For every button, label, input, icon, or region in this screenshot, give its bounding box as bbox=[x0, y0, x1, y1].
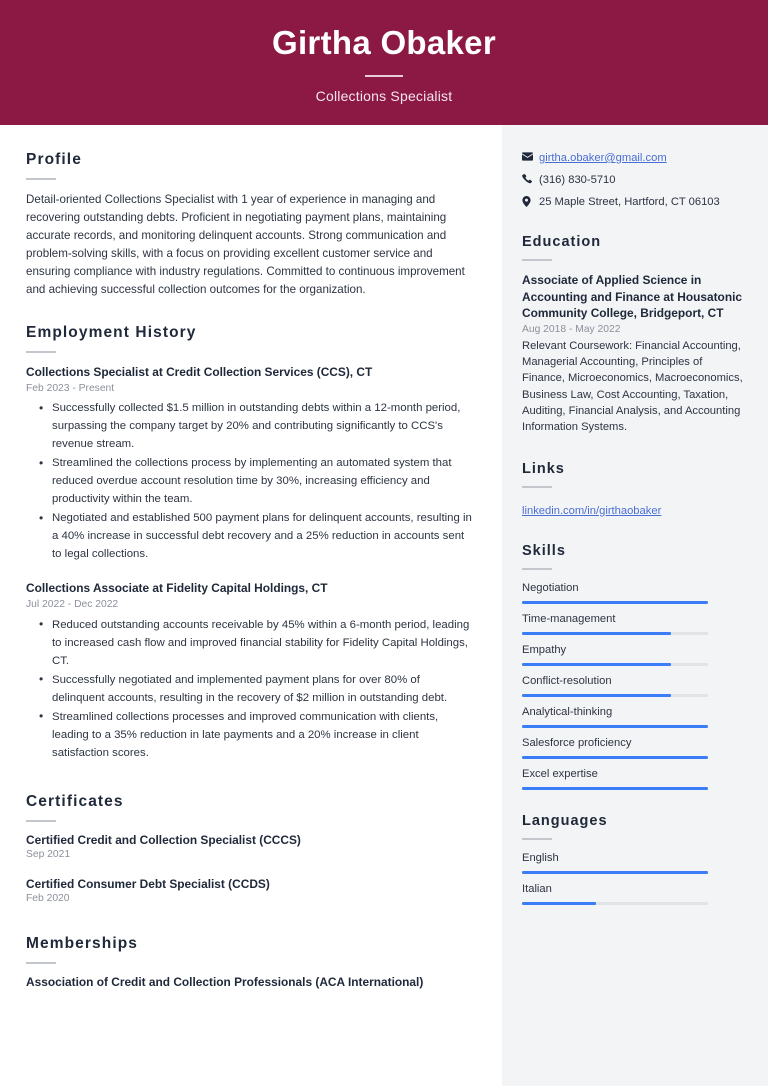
link-row bbox=[522, 501, 746, 519]
phone-icon bbox=[522, 173, 539, 184]
certificates-heading: Certificates bbox=[26, 792, 124, 810]
certificate-title: Certified Consumer Debt Specialist (CCDS) bbox=[26, 876, 270, 891]
skill-label: Negotiation bbox=[522, 581, 579, 594]
skill-bar-track bbox=[522, 694, 708, 697]
job-bullets bbox=[26, 399, 472, 563]
list-item: • Streamlined collections processes and improved communication with clients, leading to a 35% reduction in late payments and a 20% increase in client satisfaction scores. bbox=[52, 708, 472, 762]
skill-bar-fill bbox=[522, 725, 708, 728]
job-title: Collections Associate at Fidelity Capital Holdings, CT bbox=[26, 581, 328, 596]
employment-entry bbox=[26, 364, 472, 563]
list-item: • Successfully negotiated and implemented payment plans for over 80% of delinquent accounts, resulting in the recovery of $2 million in outstanding debt. bbox=[52, 671, 472, 707]
heading-rule bbox=[522, 838, 552, 840]
language-bar-fill bbox=[522, 871, 708, 874]
certificate-date: Sep 2021 bbox=[26, 848, 71, 860]
page-title: Girtha Obaker bbox=[272, 24, 496, 62]
skill-bar-fill bbox=[522, 632, 671, 635]
resume-body bbox=[0, 125, 768, 1086]
sidebar-column bbox=[502, 125, 768, 1086]
language-label: English bbox=[522, 851, 559, 864]
heading-rule bbox=[26, 820, 56, 822]
skill-item bbox=[522, 643, 746, 666]
skill-item bbox=[522, 705, 746, 728]
heading-rule bbox=[26, 178, 56, 180]
main-column bbox=[0, 125, 502, 1086]
education-heading: Education bbox=[522, 234, 602, 250]
employment-entry bbox=[26, 580, 472, 761]
job-date: Jul 2022 - Dec 2022 bbox=[26, 599, 119, 611]
skills-heading: Skills bbox=[522, 542, 566, 559]
resume-header bbox=[0, 0, 768, 125]
envelope-icon bbox=[522, 151, 539, 161]
skill-label: Analytical-thinking bbox=[522, 705, 613, 718]
contact-block bbox=[522, 151, 746, 210]
education-description: Relevant Coursework: Financial Accounting, Managerial Accounting, Principles of Finance, Microeconomics, Macroeconomics, Business Law, Cost Accounting, Taxation, Auditing, Financial Analysis, and Accounting Information Systems. bbox=[522, 339, 743, 434]
skill-bar-fill bbox=[522, 694, 671, 697]
contact-phone-text: (316) 830-5710 bbox=[539, 174, 616, 186]
employment-heading: Employment History bbox=[26, 323, 197, 341]
skill-label: Empathy bbox=[522, 643, 567, 656]
section-skills bbox=[522, 543, 746, 790]
contact-phone-row bbox=[522, 173, 746, 188]
skill-item bbox=[522, 581, 746, 604]
skill-bar-track bbox=[522, 632, 708, 635]
certificate-entry bbox=[26, 833, 472, 860]
section-languages bbox=[522, 813, 746, 905]
education-date: Aug 2018 - May 2022 bbox=[522, 323, 621, 335]
section-employment-history bbox=[26, 324, 472, 762]
section-certificates bbox=[26, 793, 472, 904]
skill-item bbox=[522, 767, 746, 790]
skill-item bbox=[522, 612, 746, 635]
job-title: Collections Specialist at Credit Collection Services (CCS), CT bbox=[26, 364, 373, 379]
contact-email-row bbox=[522, 151, 746, 166]
list-item: • Streamlined the collections process by implementing an automated system that reduced overdue account resolution time by 30%, increasing efficiency and productivity within the team. bbox=[52, 454, 472, 508]
section-links bbox=[522, 461, 746, 519]
skill-bar-track bbox=[522, 725, 708, 728]
contact-address-row bbox=[522, 195, 746, 210]
languages-heading: Languages bbox=[522, 812, 608, 829]
language-bar-track bbox=[522, 871, 708, 874]
language-label: Italian bbox=[522, 882, 552, 895]
contact-email-link[interactable]: girtha.obaker@gmail.com bbox=[539, 152, 667, 164]
heading-rule bbox=[522, 568, 552, 570]
skill-bar-fill bbox=[522, 787, 708, 790]
skill-bar-track bbox=[522, 787, 708, 790]
heading-rule bbox=[26, 351, 56, 353]
heading-rule bbox=[26, 962, 56, 964]
header-job-title: Collections Specialist bbox=[315, 87, 453, 104]
links-heading: Links bbox=[522, 460, 565, 477]
skill-bar-track bbox=[522, 601, 708, 604]
memberships-heading: Memberships bbox=[26, 934, 139, 952]
skill-bar-track bbox=[522, 663, 708, 666]
education-title: Associate of Applied Science in Accounting and Finance at Housatonic Community College, Bridgeport, CT bbox=[522, 273, 742, 321]
job-bullets bbox=[26, 616, 472, 762]
map-pin-icon bbox=[522, 195, 539, 207]
skill-label: Time-management bbox=[522, 612, 616, 625]
skill-bar-fill bbox=[522, 663, 671, 666]
profile-heading: Profile bbox=[26, 151, 82, 168]
certificate-title: Certified Credit and Collection Specialist (CCCS) bbox=[26, 832, 301, 847]
job-date: Feb 2023 - Present bbox=[26, 382, 115, 394]
skill-item bbox=[522, 674, 746, 697]
linkedin-link[interactable]: linkedin.com/in/girthaobaker bbox=[522, 504, 662, 517]
skill-bar-fill bbox=[522, 601, 708, 604]
heading-rule bbox=[522, 486, 552, 488]
membership-title: Association of Credit and Collection Professionals (ACA International) bbox=[26, 974, 424, 989]
skill-label: Excel expertise bbox=[522, 767, 598, 780]
heading-rule bbox=[522, 259, 552, 261]
section-memberships bbox=[26, 935, 472, 989]
header-divider bbox=[365, 75, 403, 77]
list-item: • Successfully collected $1.5 million in outstanding debts within a 12-month period, surpassing the company target by 20% and contributing significantly to CCS's revenue stream. bbox=[52, 399, 472, 453]
language-item bbox=[522, 882, 746, 905]
certificate-date: Feb 2020 bbox=[26, 892, 70, 904]
section-education bbox=[522, 234, 746, 436]
certificate-entry bbox=[26, 877, 472, 904]
skill-item bbox=[522, 736, 746, 759]
skill-bar-fill bbox=[522, 756, 708, 759]
contact-address-text: 25 Maple Street, Hartford, CT 06103 bbox=[539, 196, 720, 208]
language-bar-track bbox=[522, 902, 708, 905]
list-item: • Negotiated and established 500 payment plans for delinquent accounts, resulting in a 40% increase in successful debt recovery and a 25% reduction in accounts sent to legal collections. bbox=[52, 509, 472, 563]
list-item: • Reduced outstanding accounts receivable by 45% within a 6-month period, leading to increased cash flow and improved financial stability for Fidelity Capital Holdings, CT. bbox=[52, 616, 472, 670]
skill-label: Salesforce proficiency bbox=[522, 736, 632, 749]
section-profile bbox=[26, 151, 472, 300]
profile-text: Detail-oriented Collections Specialist with 1 year of experience in managing and recovering outstanding debts. Proficient in negotiating payment plans, maintaining accurate records, and monitoring delinquent accounts. Strong communication and problem-solving skills, with a focus on providing excellent customer service and ensuring compliance with industry regulations. Committed to continuous improvement and achieving successful collection outcomes for the organization. bbox=[26, 193, 465, 297]
language-item bbox=[522, 851, 746, 874]
language-bar-fill bbox=[522, 902, 596, 905]
skill-bar-track bbox=[522, 756, 708, 759]
skill-label: Conflict-resolution bbox=[522, 674, 612, 687]
